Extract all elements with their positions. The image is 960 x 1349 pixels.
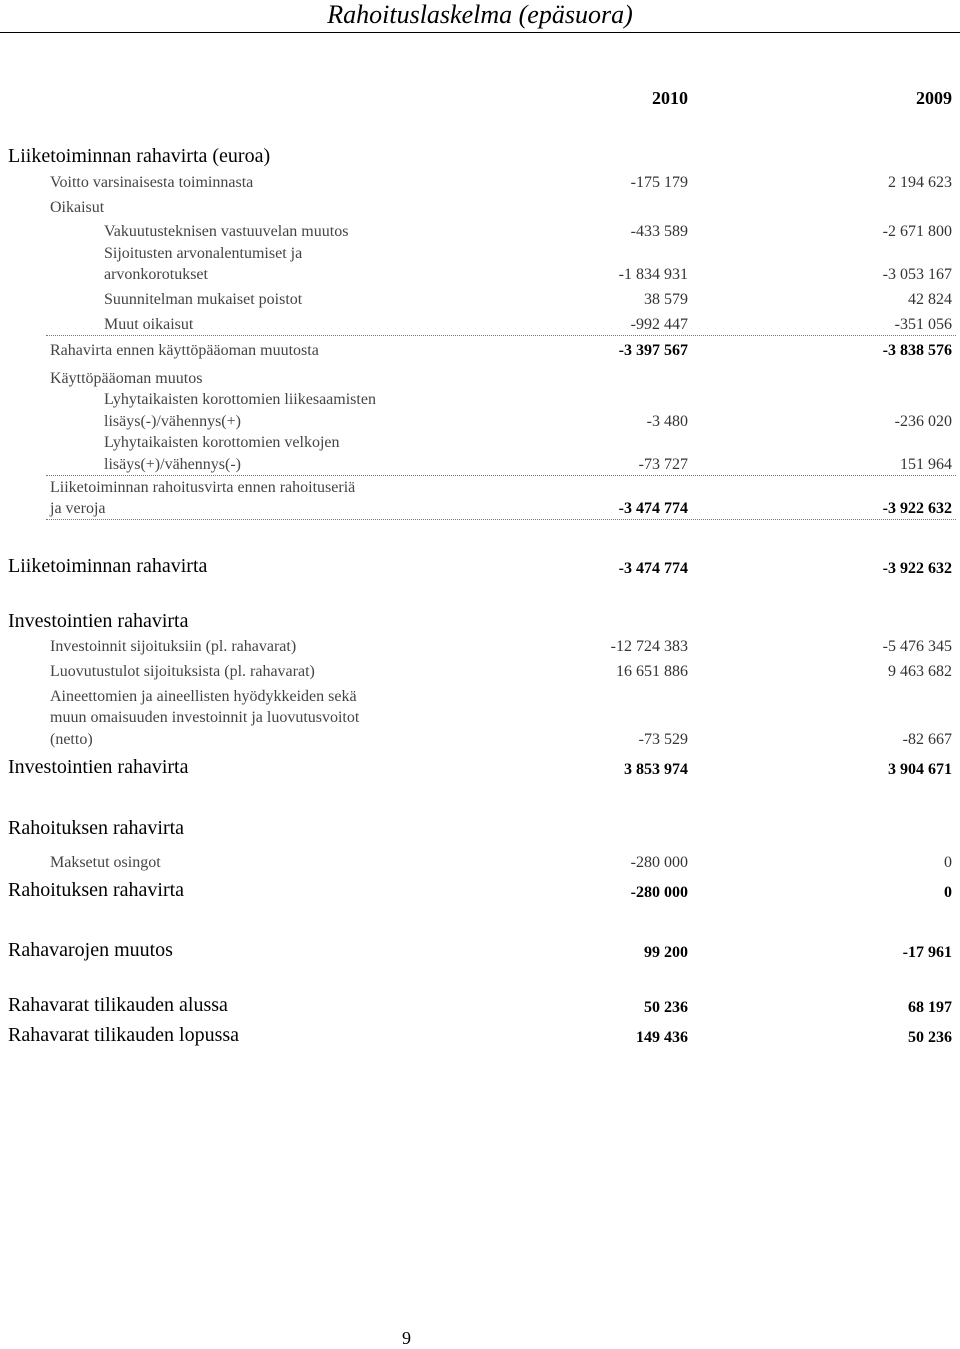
inv-assets-2009: -82 667	[902, 731, 952, 748]
wc-liabilities-label-2: lisäys(+)/vähennys(-)	[104, 456, 241, 473]
fin-dividends-2010: -280 000	[630, 854, 688, 871]
wc-receivables-label-1: Lyhytaikaisten korottomien liikesaamisten	[104, 391, 376, 408]
cash-begin-label: Rahavarat tilikauden alussa	[8, 994, 228, 1016]
dotted-rule	[46, 519, 956, 520]
adj-other-label: Muut oikaisut	[104, 316, 194, 333]
cash-begin-2010: 50 236	[644, 999, 688, 1016]
investing-total-2009: 3 904 671	[888, 761, 952, 778]
financing-total-2010: -280 000	[630, 884, 688, 901]
operating-section-title: Liiketoiminnan rahavirta (euroa)	[8, 145, 271, 167]
profit-2010: -175 179	[630, 174, 688, 191]
wc-receivables-2009: -236 020	[894, 413, 952, 430]
inv-assets-label-2: muun omaisuuden investoinnit ja luovutusvoitot	[50, 709, 360, 726]
financing-total-2009: 0	[944, 884, 952, 901]
adj-writedowns-label-1: Sijoitusten arvonalentumiset ja	[104, 245, 303, 262]
inv-assets-2010: -73 529	[638, 731, 688, 748]
financing-section-title: Rahoituksen rahavirta	[8, 817, 185, 839]
fin-dividends-2009: 0	[944, 854, 952, 871]
wc-receivables-2010: -3 480	[646, 413, 688, 430]
page-title-text: Rahoituslaskelma (epäsuora)	[327, 0, 633, 29]
cash-end-label: Rahavarat tilikauden lopussa	[8, 1024, 240, 1046]
page-number: 9	[402, 1328, 411, 1348]
adj-writedowns-label-2: arvonkorotukset	[104, 266, 208, 283]
investing-total-2010: 3 853 974	[624, 761, 688, 778]
wc-liabilities-label-1: Lyhytaikaisten korottomien velkojen	[104, 434, 340, 451]
investing-total-label: Investointien rahavirta	[8, 756, 189, 778]
adj-depreciation-label: Suunnitelman mukaiset poistot	[104, 291, 303, 308]
inv-proceeds-2009: 9 463 682	[888, 663, 952, 680]
cash-begin-2009: 68 197	[908, 999, 952, 1016]
wc-receivables-label-2: lisäys(-)/vähennys(+)	[104, 413, 241, 430]
adj-writedowns-2009: -3 053 167	[882, 266, 952, 283]
cf-before-fin-label-1: Liiketoiminnan rahoitusvirta ennen rahoituseriä	[50, 479, 356, 496]
inv-assets-label-3: (netto)	[50, 731, 93, 748]
page-title	[0, 0, 960, 33]
cf-before-wc-2009: -3 838 576	[882, 342, 952, 359]
adj-depreciation-2010: 38 579	[644, 291, 688, 308]
financing-total-label: Rahoituksen rahavirta	[8, 879, 185, 901]
cf-before-wc-2010: -3 397 567	[618, 342, 688, 359]
cash-change-2010: 99 200	[644, 944, 688, 961]
fin-dividends-label: Maksetut osingot	[50, 854, 161, 871]
operating-total-label: Liiketoiminnan rahavirta	[8, 555, 208, 577]
cf-before-wc-label: Rahavirta ennen käyttöpääoman muutosta	[50, 342, 319, 359]
inv-investments-2010: -12 724 383	[610, 638, 688, 655]
adj-other-2010: -992 447	[630, 316, 688, 333]
inv-proceeds-label: Luovutustulot sijoituksista (pl. rahavarat)	[50, 663, 315, 680]
year-2009-header: 2009	[916, 88, 952, 108]
inv-investments-2009: -5 476 345	[882, 638, 952, 655]
cf-before-fin-label-2: ja veroja	[50, 500, 106, 517]
year-2010-header: 2010	[652, 88, 688, 108]
cf-before-fin-2010: -3 474 774	[618, 500, 688, 517]
cash-end-2010: 149 436	[636, 1029, 688, 1046]
adjustments-title: Oikaisut	[50, 199, 105, 216]
operating-total-2009: -3 922 632	[882, 560, 952, 577]
investing-section-title: Investointien rahavirta	[8, 610, 189, 632]
profit-label: Voitto varsinaisesta toiminnasta	[50, 174, 254, 191]
adj-depreciation-2009: 42 824	[908, 291, 952, 308]
profit-2009: 2 194 623	[888, 174, 952, 191]
adj-insurance-2010: -433 589	[630, 223, 688, 240]
wc-liabilities-2010: -73 727	[638, 456, 688, 473]
cash-change-label: Rahavarojen muutos	[8, 939, 173, 961]
inv-investments-label: Investoinnit sijoituksiin (pl. rahavarat)	[50, 638, 297, 655]
cash-end-2009: 50 236	[908, 1029, 952, 1046]
wc-title: Käyttöpääoman muutos	[50, 370, 203, 387]
dotted-rule	[46, 335, 956, 336]
inv-assets-label-1: Aineettomien ja aineellisten hyödykkeiden sekä	[50, 688, 357, 705]
adj-insurance-2009: -2 671 800	[882, 223, 952, 240]
cf-before-fin-2009: -3 922 632	[882, 500, 952, 517]
cash-change-2009: -17 961	[902, 944, 952, 961]
inv-proceeds-2010: 16 651 886	[616, 663, 688, 680]
operating-total-2010: -3 474 774	[618, 560, 688, 577]
adj-other-2009: -351 056	[894, 316, 952, 333]
wc-liabilities-2009: 151 964	[900, 456, 952, 473]
dotted-rule	[46, 475, 956, 476]
adj-writedowns-2010: -1 834 931	[618, 266, 688, 283]
adj-insurance-label: Vakuutusteknisen vastuuvelan muutos	[104, 223, 349, 240]
